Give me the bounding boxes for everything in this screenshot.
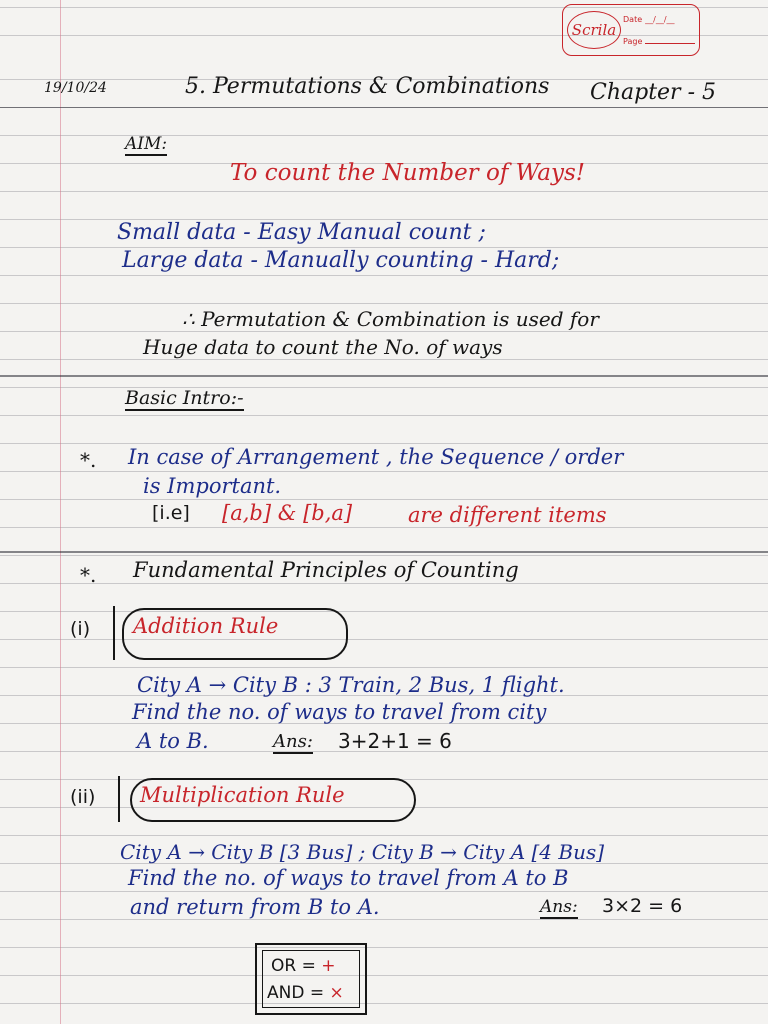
multiplication-line-2: Find the no. of ways to travel from A to B	[128, 866, 569, 890]
section-divider-2	[0, 551, 768, 553]
addition-vertical-bar	[113, 606, 115, 660]
multiplication-answer-label: Ans:	[540, 897, 578, 917]
note-date: 19/10/24	[44, 80, 107, 96]
multiplication-number: (ii)	[70, 786, 96, 808]
multiplication-answer-value: 3×2 = 6	[602, 895, 683, 917]
page-field-label: Page	[623, 37, 643, 46]
multiplication-rule-title: Multiplication Rule	[140, 783, 345, 807]
addition-line-1: City A → City B : 3 Train, 2 Bus, 1 flight.	[137, 673, 565, 697]
therefore-line-2: Huge data to count the No. of ways	[143, 335, 503, 359]
or-label: OR =	[271, 956, 316, 976]
addition-line-2: Find the no. of ways to travel from city	[132, 700, 547, 724]
fundamental-bullet: *.	[80, 563, 97, 587]
basic-intro-pairs: [a,b] & [b,a]	[222, 501, 353, 525]
basic-intro-line-2: is Important.	[143, 474, 282, 498]
chapter-label: Chapter - 5	[590, 80, 716, 105]
date-field-label: Date	[623, 15, 643, 24]
header-divider	[0, 107, 768, 108]
section-divider-1	[0, 375, 768, 377]
and-row	[267, 983, 344, 1003]
basic-intro-different: are different items	[408, 503, 607, 527]
aim-label: AIM:	[125, 134, 168, 154]
page-field-line	[645, 43, 695, 44]
date-field-line	[645, 15, 674, 24]
basic-intro-label: Basic Intro:-	[125, 387, 244, 409]
basic-intro-line-1: In case of Arrangement , the Sequence / order	[128, 445, 624, 469]
multiplication-line-1: City A → City B [3 Bus] ; City B → City A [4 Bus]	[120, 840, 605, 864]
aim-text: To count the Number of Ways!	[230, 160, 586, 186]
date-field-value: __/__/__	[645, 15, 675, 24]
or-row	[271, 956, 336, 976]
addition-rule-title: Addition Rule	[133, 614, 279, 638]
addition-number: (i)	[70, 618, 91, 640]
or-and-summary-box	[255, 943, 367, 1015]
multiplication-vertical-bar	[118, 776, 120, 822]
and-label: AND =	[267, 983, 325, 1003]
addition-answer-label: Ans:	[273, 731, 313, 752]
basic-intro-ie: [i.e]	[152, 502, 190, 524]
multiplication-line-3-prefix: and return from B to A.	[130, 895, 380, 919]
and-symbol: ×	[329, 983, 344, 1003]
therefore-line-1: ∴ Permutation & Combination is used for	[182, 307, 599, 331]
large-data-line: Large data - Manually counting - Hard;	[122, 248, 560, 273]
page-field	[623, 37, 695, 46]
notebook-brand-stamp	[562, 4, 700, 56]
basic-intro-bullet: *.	[80, 448, 97, 472]
date-field	[623, 15, 675, 24]
brand-logo: Scrila	[567, 11, 621, 49]
or-symbol: +	[321, 956, 336, 976]
addition-answer-value: 3+2+1 = 6	[338, 729, 452, 753]
fundamental-title: Fundamental Principles of Counting	[133, 558, 519, 582]
small-data-line: Small data - Easy Manual count ;	[117, 220, 486, 245]
addition-line-3-prefix: A to B.	[137, 729, 209, 753]
page-title: 5. Permutations & Combinations	[185, 74, 550, 99]
